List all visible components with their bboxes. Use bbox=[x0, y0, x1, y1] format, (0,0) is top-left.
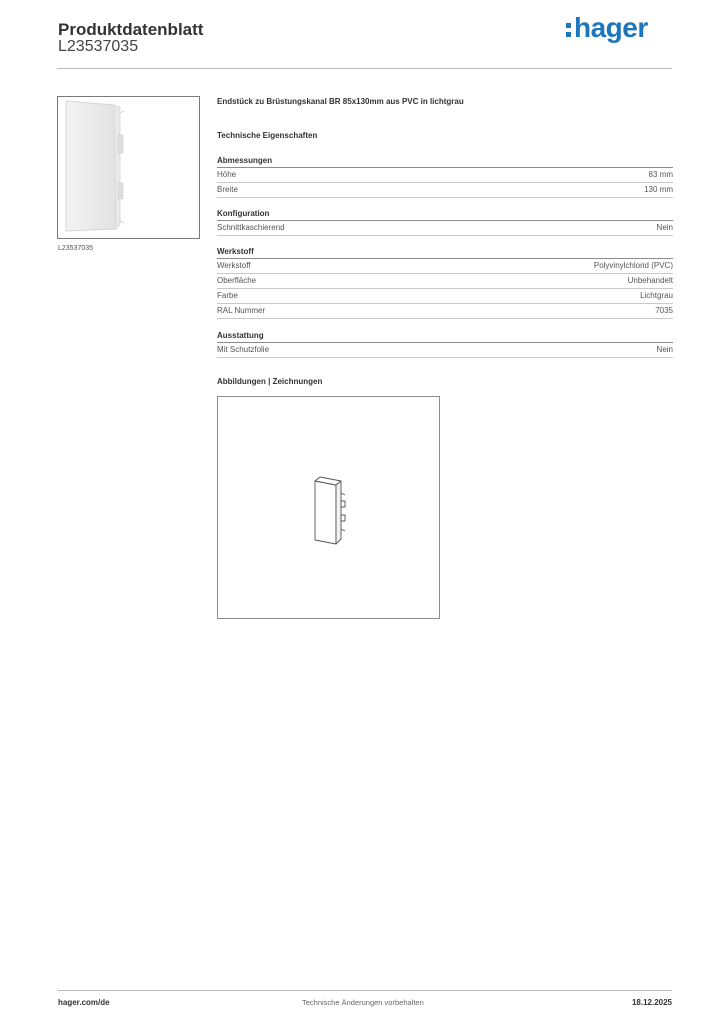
spec-label: Breite bbox=[217, 185, 238, 194]
figures-heading: Abbildungen | Zeichnungen bbox=[217, 377, 323, 386]
spec-row bbox=[217, 343, 673, 358]
spec-value: 130 mm bbox=[644, 185, 673, 194]
spec-row bbox=[217, 274, 673, 289]
spec-value: Lichtgrau bbox=[640, 291, 673, 300]
product-reference: L23537035 bbox=[58, 38, 139, 55]
section-heading: Konfiguration bbox=[217, 208, 673, 221]
page-title: Produktdatenblatt bbox=[58, 20, 204, 39]
product-drawing-frame bbox=[217, 396, 440, 619]
section-heading: Ausstattung bbox=[217, 330, 673, 343]
spec-label: Oberfläche bbox=[217, 276, 257, 285]
spec-row bbox=[217, 168, 673, 183]
spec-row bbox=[217, 221, 673, 236]
section-abmessungen bbox=[217, 155, 673, 198]
spec-row bbox=[217, 259, 673, 274]
spec-label: Schnittkaschierend bbox=[217, 223, 285, 232]
spec-value: Polyvinylchlorid (PVC) bbox=[593, 261, 673, 270]
footer-date: 18.12.2025 bbox=[631, 998, 672, 1007]
spec-row bbox=[217, 289, 673, 304]
section-konfiguration bbox=[217, 208, 673, 236]
header-divider bbox=[57, 68, 672, 69]
spec-label: RAL Nummer bbox=[217, 306, 266, 315]
specs-heading: Technische Eigenschaften bbox=[217, 131, 318, 140]
spec-row bbox=[217, 304, 673, 319]
spec-value: Unbehandelt bbox=[627, 276, 673, 285]
end-cap-drawing-icon bbox=[218, 397, 439, 618]
spec-label: Werkstoff bbox=[217, 261, 251, 270]
spec-value: 7035 bbox=[655, 306, 673, 315]
spec-label: Farbe bbox=[217, 291, 238, 300]
logo-dots-icon bbox=[566, 23, 571, 37]
section-ausstattung bbox=[217, 330, 673, 358]
thumbnail-caption: L23537035 bbox=[58, 245, 94, 252]
spec-label: Mit Schutzfolie bbox=[217, 345, 270, 354]
spec-value: Nein bbox=[656, 345, 673, 354]
spec-row bbox=[217, 183, 673, 198]
hager-logo bbox=[566, 14, 648, 42]
spec-value: Nein bbox=[656, 223, 673, 232]
footer-website-link[interactable]: hager.com/de bbox=[58, 998, 110, 1007]
product-description: Endstück zu Brüstungskanal BR 85x130mm aus PVC in lichtgrau bbox=[217, 97, 464, 106]
section-heading: Werkstoff bbox=[217, 246, 673, 259]
spec-label: Höhe bbox=[217, 170, 237, 179]
section-werkstoff bbox=[217, 246, 673, 319]
product-thumbnail bbox=[57, 96, 200, 239]
section-heading: Abmessungen bbox=[217, 155, 673, 168]
spec-value: 83 mm bbox=[648, 170, 673, 179]
logo-text: hager bbox=[574, 12, 648, 43]
footer-notice: Technische Änderungen vorbehalten bbox=[302, 998, 424, 1007]
footer-divider bbox=[57, 990, 672, 991]
end-cap-photo-icon bbox=[58, 97, 199, 238]
